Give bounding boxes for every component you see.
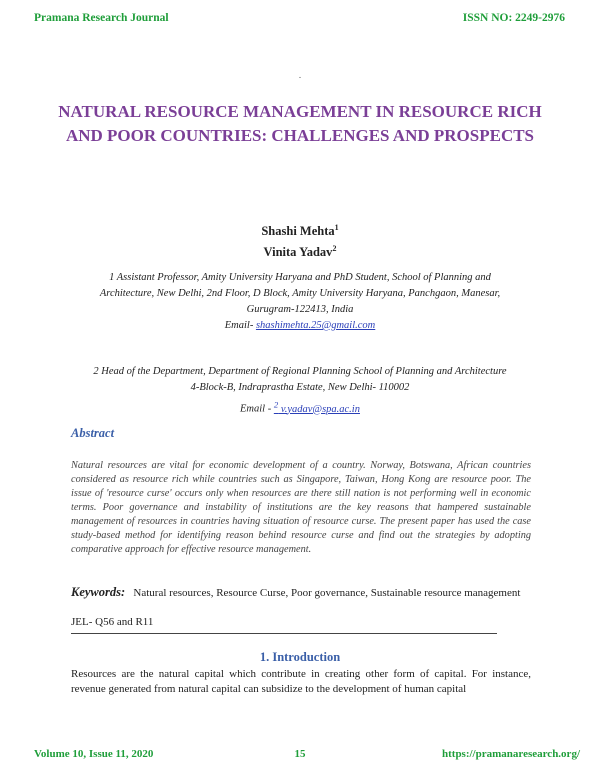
issn-number: ISSN NO: 2249-2976 [462, 12, 565, 24]
author-1: Shashi Mehta$^1$ [261, 223, 339, 239]
separator-dot: . [298, 70, 302, 80]
introduction-text: Resources are the natural capital which contribute in creating other form of capital. For instance, revenue generated from natural capital can subsidize to the development of human capital [71, 668, 531, 695]
abstract-heading: Abstract [71, 426, 115, 440]
author-2: Vinita Yadav$^2$ [263, 244, 337, 260]
jel-codes: JEL- Q56 and R11 [71, 616, 154, 628]
section-heading-introduction: 1. Introduction [259, 650, 341, 664]
abstract-text: Natural resources are vital for economic development of a country. Norway, Botswana, African countries considered as resource rich while countries such as Singapore, Taiwan, Hong Kong are resource poor. The issue of 'resource curse' occurs only when resources are there still nation is not performing well in economic terms. Poor governance and instability of institutions are the key reasons that hampered sustainable management of resources in countries having situation of resource curse. The present paper has used the case study-based method for identifying reason behind resource curse and find out the strategies by adopting comparative approach for effective resource management. [71, 460, 531, 555]
keywords [71, 585, 531, 600]
affiliation-2: 2 Head of the Department, Department of Regional Planning School of Planning and Architecture 4-Block-B, Indraprastha Estate, New Delhi- 110002 Email - $^2$ v.yadav@spa.ac.in [93, 366, 507, 415]
horizontal-rule [71, 633, 497, 634]
footer-page-number: 15 [294, 748, 306, 760]
affiliation-1: 1 Assistant Professor, Amity University Haryana and PhD Student, School of Planning and Architecture, New Delhi, 2nd Floor, D Block, Amity University Haryana, Panchgaon, Manesar, Gurugram-122413, India Email- shashimehta.25@gmail.com [99, 272, 501, 331]
email-link-1[interactable]: shashimehta.25@gmail.com [255, 320, 376, 331]
footer-volume: Volume 10, Issue 11, 2020 [34, 748, 154, 760]
keywords-label: Keywords: [71, 585, 126, 599]
keywords-text: Natural resources, Resource Curse, Poor governance, Sustainable resource management [133, 587, 521, 599]
paper-title: NATURAL RESOURCE MANAGEMENT IN RESOURCE RICH AND POOR COUNTRIES: CHALLENGES AND PROSPECTS [58, 102, 542, 145]
journal-name: Pramana Research Journal [34, 12, 169, 24]
email-link-2[interactable]: $^2$ v.yadav@spa.ac.in [273, 399, 360, 415]
footer-url[interactable]: https://pramanaresearch.org/ [442, 748, 580, 760]
author-list [0, 219, 600, 261]
